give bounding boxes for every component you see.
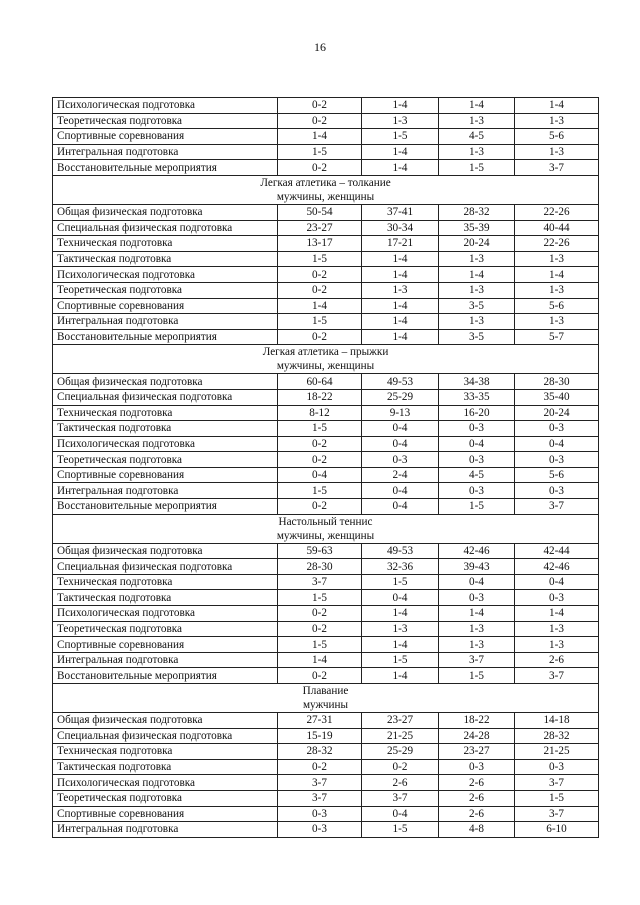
value-cell: 1-4 — [439, 606, 515, 622]
table-row — [53, 113, 599, 129]
value-cell: 33-35 — [439, 389, 515, 405]
value-cell: 0-2 — [278, 436, 362, 452]
value-cell: 0-2 — [278, 98, 362, 114]
value-cell: 34-38 — [439, 374, 515, 390]
value-cell: 59-63 — [278, 543, 362, 559]
table-row — [53, 129, 599, 145]
row-label-cell: Восстановительные мероприятия — [53, 499, 278, 515]
table-row — [53, 282, 599, 298]
value-cell: 28-30 — [278, 559, 362, 575]
value-cell: 1-3 — [439, 113, 515, 129]
table-row — [53, 421, 599, 437]
row-label-cell: Специальная физическая подготовка — [53, 220, 278, 236]
value-cell: 25-29 — [362, 744, 439, 760]
value-cell: 1-5 — [278, 144, 362, 160]
value-cell: 1-4 — [278, 129, 362, 145]
page-number: 16 — [314, 40, 326, 54]
row-label-cell: Техническая подготовка — [53, 744, 278, 760]
table-row — [53, 652, 599, 668]
value-cell: 1-5 — [278, 421, 362, 437]
row-label-cell: Восстановительные мероприятия — [53, 160, 278, 176]
value-cell: 15-19 — [278, 728, 362, 744]
value-cell: 3-7 — [515, 806, 599, 822]
value-cell: 1-4 — [515, 606, 599, 622]
table-row — [53, 606, 599, 622]
value-cell: 9-13 — [362, 405, 439, 421]
value-cell: 50-54 — [278, 204, 362, 220]
value-cell: 1-5 — [362, 574, 439, 590]
table-row — [53, 713, 599, 729]
value-cell: 20-24 — [439, 236, 515, 252]
row-label-cell: Тактическая подготовка — [53, 421, 278, 437]
value-cell: 3-5 — [439, 329, 515, 345]
value-cell: 32-36 — [362, 559, 439, 575]
row-label-cell: Специальная физическая подготовка — [53, 728, 278, 744]
section-header — [53, 345, 599, 374]
row-label-cell: Теоретическая подготовка — [53, 452, 278, 468]
value-cell: 1-4 — [362, 314, 439, 330]
value-cell: 27-31 — [278, 713, 362, 729]
value-cell: 0-3 — [515, 452, 599, 468]
value-cell: 3-7 — [515, 775, 599, 791]
value-cell: 0-4 — [515, 574, 599, 590]
value-cell: 1-5 — [278, 637, 362, 653]
row-label-cell: Интегральная подготовка — [53, 483, 278, 499]
value-cell: 23-27 — [278, 220, 362, 236]
value-cell: 0-2 — [278, 499, 362, 515]
table-row — [53, 559, 599, 575]
value-cell: 0-2 — [362, 759, 439, 775]
value-cell: 0-4 — [278, 467, 362, 483]
value-cell: 1-4 — [278, 298, 362, 314]
value-cell: 3-7 — [362, 790, 439, 806]
value-cell: 17-21 — [362, 236, 439, 252]
table-row — [53, 775, 599, 791]
row-label-cell: Общая физическая подготовка — [53, 374, 278, 390]
table-row — [53, 590, 599, 606]
table-row — [53, 160, 599, 176]
value-cell: 16-20 — [439, 405, 515, 421]
value-cell: 42-46 — [515, 559, 599, 575]
value-cell: 1-4 — [515, 98, 599, 114]
row-label-cell: Тактическая подготовка — [53, 759, 278, 775]
table-row — [53, 790, 599, 806]
value-cell: 3-7 — [278, 574, 362, 590]
value-cell: 2-4 — [362, 467, 439, 483]
row-label-cell: Интегральная подготовка — [53, 144, 278, 160]
value-cell: 1-5 — [439, 499, 515, 515]
table-row — [53, 405, 599, 421]
value-cell: 0-3 — [515, 590, 599, 606]
row-label-cell: Спортивные соревнования — [53, 637, 278, 653]
value-cell: 2-6 — [439, 790, 515, 806]
value-cell: 60-64 — [278, 374, 362, 390]
value-cell: 1-5 — [515, 790, 599, 806]
value-cell: 1-4 — [439, 98, 515, 114]
value-cell: 1-4 — [362, 251, 439, 267]
table-row — [53, 436, 599, 452]
row-label-cell: Психологическая подготовка — [53, 775, 278, 791]
value-cell: 1-4 — [515, 267, 599, 283]
row-label-cell: Психологическая подготовка — [53, 436, 278, 452]
value-cell: 25-29 — [362, 389, 439, 405]
value-cell: 3-5 — [439, 298, 515, 314]
row-label-cell: Спортивные соревнования — [53, 129, 278, 145]
table-row — [53, 220, 599, 236]
value-cell: 0-2 — [278, 759, 362, 775]
table-row — [53, 298, 599, 314]
table-row — [53, 329, 599, 345]
value-cell: 0-3 — [278, 806, 362, 822]
table-row — [53, 621, 599, 637]
value-cell: 0-2 — [278, 329, 362, 345]
value-cell: 4-5 — [439, 129, 515, 145]
value-cell: 4-8 — [439, 822, 515, 838]
value-cell: 1-3 — [515, 144, 599, 160]
value-cell: 3-7 — [278, 790, 362, 806]
value-cell: 39-43 — [439, 559, 515, 575]
value-cell: 5-7 — [515, 329, 599, 345]
section-title-cell — [53, 684, 599, 713]
value-cell: 0-4 — [362, 436, 439, 452]
value-cell: 2-6 — [439, 806, 515, 822]
value-cell: 0-2 — [278, 113, 362, 129]
value-cell: 3-7 — [515, 499, 599, 515]
value-cell: 1-3 — [439, 621, 515, 637]
value-cell: 1-3 — [515, 113, 599, 129]
section-title-line: мужчины, женщины — [276, 360, 375, 373]
value-cell: 14-18 — [515, 713, 599, 729]
value-cell: 6-10 — [515, 822, 599, 838]
value-cell: 28-30 — [515, 374, 599, 390]
table-row — [53, 144, 599, 160]
row-label-cell: Психологическая подготовка — [53, 98, 278, 114]
table-row — [53, 236, 599, 252]
value-cell: 37-41 — [362, 204, 439, 220]
row-label-cell: Теоретическая подготовка — [53, 113, 278, 129]
value-cell: 0-2 — [278, 452, 362, 468]
value-cell: 4-5 — [439, 467, 515, 483]
table-row — [53, 822, 599, 838]
value-cell: 3-7 — [515, 668, 599, 684]
value-cell: 0-3 — [439, 421, 515, 437]
value-cell: 28-32 — [278, 744, 362, 760]
section-title-line: мужчины, женщины — [276, 529, 375, 542]
row-label-cell: Теоретическая подготовка — [53, 790, 278, 806]
value-cell: 1-5 — [439, 668, 515, 684]
value-cell: 1-5 — [362, 822, 439, 838]
value-cell: 24-28 — [439, 728, 515, 744]
value-cell: 1-3 — [439, 637, 515, 653]
row-label-cell: Спортивные соревнования — [53, 467, 278, 483]
value-cell: 1-4 — [362, 144, 439, 160]
row-label-cell: Специальная физическая подготовка — [53, 559, 278, 575]
value-cell: 0-3 — [278, 822, 362, 838]
value-cell: 1-3 — [439, 251, 515, 267]
value-cell: 22-26 — [515, 204, 599, 220]
value-cell: 1-5 — [278, 590, 362, 606]
table-row — [53, 314, 599, 330]
section-header — [53, 175, 599, 204]
value-cell: 13-17 — [278, 236, 362, 252]
value-cell: 0-3 — [515, 759, 599, 775]
value-cell: 0-4 — [362, 421, 439, 437]
row-label-cell: Тактическая подготовка — [53, 590, 278, 606]
table-row — [53, 204, 599, 220]
value-cell: 0-4 — [362, 483, 439, 499]
value-cell: 1-4 — [439, 267, 515, 283]
row-label-cell: Техническая подготовка — [53, 405, 278, 421]
table-row — [53, 668, 599, 684]
value-cell: 1-5 — [362, 652, 439, 668]
value-cell: 1-3 — [439, 314, 515, 330]
value-cell: 0-4 — [362, 806, 439, 822]
value-cell: 1-3 — [515, 314, 599, 330]
value-cell: 1-4 — [362, 267, 439, 283]
value-cell: 1-3 — [439, 144, 515, 160]
value-cell: 0-3 — [439, 590, 515, 606]
row-label-cell: Спортивные соревнования — [53, 298, 278, 314]
row-label-cell: Техническая подготовка — [53, 236, 278, 252]
value-cell: 3-7 — [515, 160, 599, 176]
value-cell: 0-4 — [362, 590, 439, 606]
section-title-line: Легкая атлетика – прыжки — [262, 346, 389, 359]
value-cell: 2-6 — [362, 775, 439, 791]
table-row — [53, 543, 599, 559]
value-cell: 30-34 — [362, 220, 439, 236]
table-row — [53, 806, 599, 822]
table-row — [53, 374, 599, 390]
row-label-cell: Психологическая подготовка — [53, 606, 278, 622]
value-cell: 40-44 — [515, 220, 599, 236]
value-cell: 0-3 — [439, 483, 515, 499]
table-row — [53, 574, 599, 590]
value-cell: 0-2 — [278, 668, 362, 684]
value-cell: 2-6 — [439, 775, 515, 791]
value-cell: 42-46 — [439, 543, 515, 559]
value-cell: 28-32 — [515, 728, 599, 744]
value-cell: 1-3 — [362, 113, 439, 129]
value-cell: 23-27 — [362, 713, 439, 729]
value-cell: 0-2 — [278, 267, 362, 283]
value-cell: 5-6 — [515, 467, 599, 483]
table-row — [53, 728, 599, 744]
value-cell: 0-3 — [439, 452, 515, 468]
value-cell: 0-4 — [439, 436, 515, 452]
value-cell: 0-4 — [439, 574, 515, 590]
value-cell: 1-4 — [362, 160, 439, 176]
value-cell: 1-5 — [439, 160, 515, 176]
value-cell: 21-25 — [515, 744, 599, 760]
section-header — [53, 514, 599, 543]
row-label-cell: Интегральная подготовка — [53, 652, 278, 668]
value-cell: 1-3 — [515, 637, 599, 653]
section-title-cell — [53, 345, 599, 374]
table-row — [53, 251, 599, 267]
value-cell: 0-3 — [515, 421, 599, 437]
table-row — [53, 452, 599, 468]
value-cell: 1-4 — [362, 668, 439, 684]
value-cell: 1-3 — [439, 282, 515, 298]
row-label-cell: Техническая подготовка — [53, 574, 278, 590]
row-label-cell: Интегральная подготовка — [53, 314, 278, 330]
value-cell: 1-4 — [362, 298, 439, 314]
table-row — [53, 98, 599, 114]
table-row — [53, 499, 599, 515]
value-cell: 42-44 — [515, 543, 599, 559]
value-cell: 3-7 — [439, 652, 515, 668]
value-cell: 1-3 — [515, 251, 599, 267]
value-cell: 20-24 — [515, 405, 599, 421]
value-cell: 5-6 — [515, 298, 599, 314]
value-cell: 18-22 — [439, 713, 515, 729]
row-label-cell: Восстановительные мероприятия — [53, 668, 278, 684]
value-cell: 1-5 — [362, 129, 439, 145]
section-title-line: Настольный теннис — [278, 515, 373, 528]
table-row — [53, 759, 599, 775]
row-label-cell: Общая физическая подготовка — [53, 543, 278, 559]
value-cell: 5-6 — [515, 129, 599, 145]
value-cell: 0-2 — [278, 621, 362, 637]
section-title-cell — [53, 175, 599, 204]
value-cell: 49-53 — [362, 374, 439, 390]
value-cell: 0-2 — [278, 282, 362, 298]
value-cell: 35-40 — [515, 389, 599, 405]
value-cell: 0-3 — [439, 759, 515, 775]
value-cell: 0-2 — [278, 606, 362, 622]
value-cell: 0-4 — [362, 499, 439, 515]
table-row — [53, 389, 599, 405]
value-cell: 23-27 — [439, 744, 515, 760]
value-cell: 1-4 — [362, 606, 439, 622]
table-row — [53, 744, 599, 760]
row-label-cell: Специальная физическая подготовка — [53, 389, 278, 405]
section-title-line: Легкая атлетика – толкание — [260, 176, 391, 189]
value-cell: 1-3 — [515, 621, 599, 637]
value-cell: 1-4 — [362, 329, 439, 345]
value-cell: 0-4 — [515, 436, 599, 452]
row-label-cell: Общая физическая подготовка — [53, 713, 278, 729]
value-cell: 1-3 — [362, 282, 439, 298]
row-label-cell: Восстановительные мероприятия — [53, 329, 278, 345]
section-title-line: мужчины, женщины — [276, 190, 375, 203]
table-row — [53, 467, 599, 483]
value-cell: 1-4 — [278, 652, 362, 668]
value-cell: 49-53 — [362, 543, 439, 559]
value-cell: 8-12 — [278, 405, 362, 421]
section-header — [53, 684, 599, 713]
value-cell: 22-26 — [515, 236, 599, 252]
value-cell: 18-22 — [278, 389, 362, 405]
value-cell: 1-5 — [278, 483, 362, 499]
section-title-line: мужчины — [302, 699, 349, 711]
row-label-cell: Спортивные соревнования — [53, 806, 278, 822]
value-cell: 35-39 — [439, 220, 515, 236]
section-title-cell — [53, 514, 599, 543]
row-label-cell: Психологическая подготовка — [53, 267, 278, 283]
value-cell: 0-3 — [362, 452, 439, 468]
value-cell: 1-4 — [362, 98, 439, 114]
value-cell: 2-6 — [515, 652, 599, 668]
table-row — [53, 637, 599, 653]
row-label-cell: Теоретическая подготовка — [53, 282, 278, 298]
value-cell: 1-5 — [278, 251, 362, 267]
section-title-line: Плавание — [302, 685, 349, 697]
value-cell: 21-25 — [362, 728, 439, 744]
row-label-cell: Тактическая подготовка — [53, 251, 278, 267]
value-cell: 1-3 — [362, 621, 439, 637]
value-cell: 0-3 — [515, 483, 599, 499]
value-cell: 1-3 — [515, 282, 599, 298]
table-row — [53, 267, 599, 283]
value-cell: 1-5 — [278, 314, 362, 330]
row-label-cell: Общая физическая подготовка — [53, 204, 278, 220]
table-row — [53, 483, 599, 499]
value-cell: 1-4 — [362, 637, 439, 653]
value-cell: 0-2 — [278, 160, 362, 176]
row-label-cell: Теоретическая подготовка — [53, 621, 278, 637]
training-table — [52, 97, 599, 838]
value-cell: 3-7 — [278, 775, 362, 791]
row-label-cell: Интегральная подготовка — [53, 822, 278, 838]
value-cell: 28-32 — [439, 204, 515, 220]
